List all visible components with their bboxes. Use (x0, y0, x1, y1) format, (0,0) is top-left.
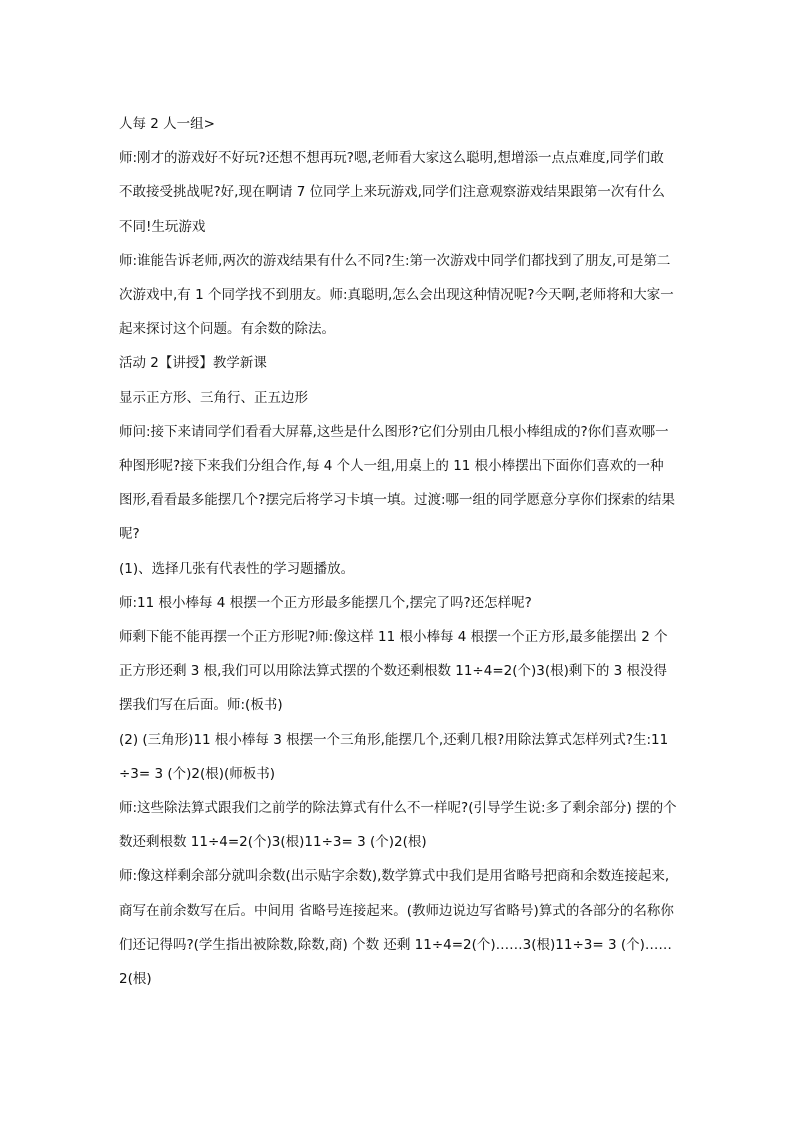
document-body (119, 107, 677, 996)
paragraph-triangle-division: (2) (三角形)11 根小棒每 3 根摆一个三角形,能摆几个,还剩几根?用除法算式怎样列式?生:11÷3= 3 (个)2(根)(师板书) (119, 731, 669, 782)
paragraph-show-shapes: 显示正方形、三角行、正五边形 (119, 389, 308, 406)
paragraph-compare-equations: 师:这些除法算式跟我们之前学的除法算式有什么不一样呢?(引导学生说:多了剩余部分) 摆的个数还剩根数 11÷4=2(个)3(根)11÷3= 3 (个)2(根) (119, 800, 677, 851)
paragraph-game-result: 师:谁能告诉老师,两次的游戏结果有什么不同?生:第一次游戏中同学们都找到了朋友,可是第二次游戏中,有 1 个同学找不到朋友。师:真聪明,怎么会出现这种情况呢?今天啊,老师将和大家一起来探讨这个问题。有余数的除法。 (119, 252, 674, 338)
paragraph-step-1: (1)、选择几张有代表性的学习题播放。 (119, 560, 355, 577)
paragraph-group-task: 师问:接下来请同学们看看大屏幕,这些是什么图形?它们分别由几根小棒组成的?你们喜欢哪一种图形呢?接下来我们分组合作,每 4 个人一组,用桌上的 11 根小棒摆出下面你们喜欢的一种图形,看看最多能摆几个?摆完后将学习卡填一填。过渡:哪一组的同学愿意分享你们探索的结果呢? (119, 423, 676, 543)
paragraph-grouping-note: 人每 2 人一组> (119, 116, 215, 132)
paragraph-remainder-definition: 师:像这样剩余部分就叫余数(出示贴字余数),数学算式中我们是用省略号把商和余数连接起来,商写在前余数写在后。中间用 省略号连接起来。(教师边说边写省略号)算式的各部分的名称你们还记得吗?(学生指出被除数,除数,商) 个数 还剩 11÷4=2(个)……3(根)11÷3= 3 (个)……2(根) (119, 868, 674, 988)
paragraph-square-division: 师剩下能不能再摆一个正方形呢?师:像这样 11 根小棒每 4 根摆一个正方形,最多能摆出 2 个正方形还剩 3 根,我们可以用除法算式摆的个数还剩根数 11÷4=2(个)3(根)剩下的 3 根没得摆我们写在后面。师:(板书) (119, 629, 668, 714)
paragraph-square-question: 师:11 根小棒每 4 根摆一个正方形最多能摆几个,摆完了吗?还怎样呢? (119, 594, 532, 611)
paragraph-teacher-challenge: 师:刚才的游戏好不好玩?还想不想再玩?嗯,老师看大家这么聪明,想增添一点点难度,同学们敢不敢接受挑战呢?好,现在啊请 7 位同学上来玩游戏,同学们注意观察游戏结果跟第一次有什么不同!生玩游戏 (119, 150, 665, 235)
paragraph-activity-heading: 活动 2【讲授】教学新课 (119, 355, 267, 372)
